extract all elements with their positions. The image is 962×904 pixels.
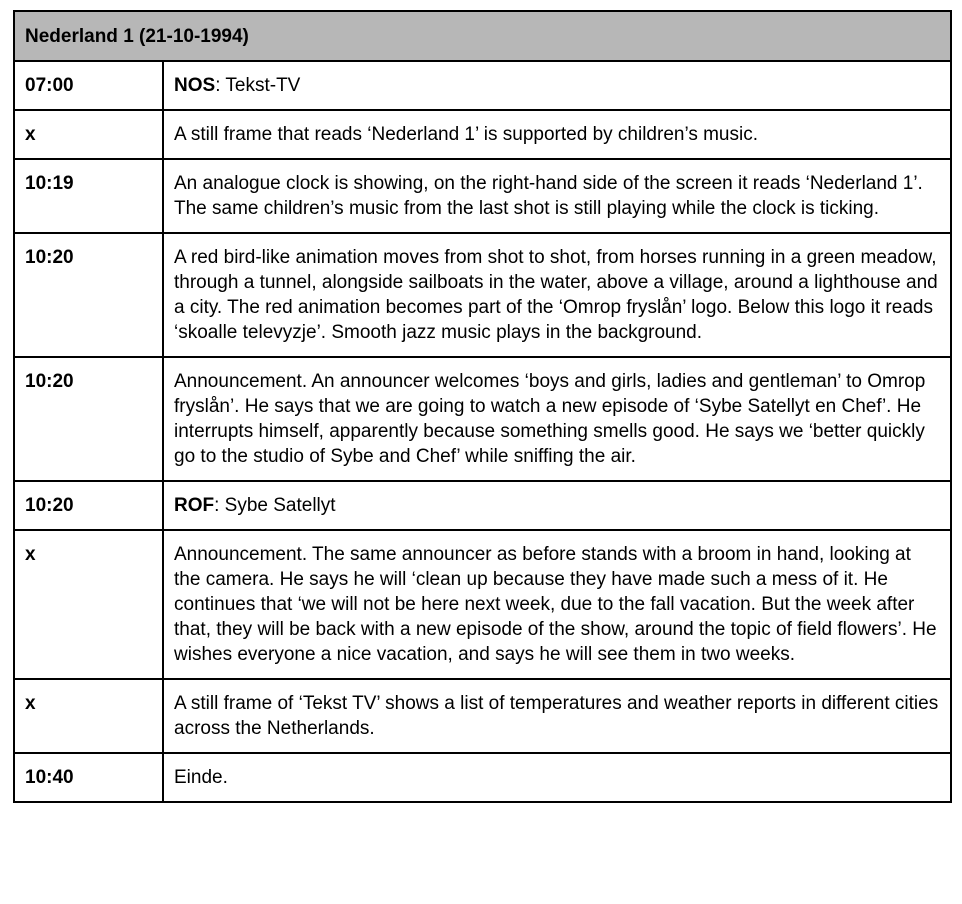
time-cell: x bbox=[14, 530, 163, 679]
table-title: Nederland 1 (21-10-1994) bbox=[14, 11, 951, 61]
description-cell bbox=[163, 481, 951, 530]
time-cell: 10:40 bbox=[14, 753, 163, 802]
table-row bbox=[14, 357, 951, 481]
description-text: : Sybe Satellyt bbox=[214, 495, 336, 516]
description-cell bbox=[163, 61, 951, 110]
time-cell: 07:00 bbox=[14, 61, 163, 110]
table-row bbox=[14, 481, 951, 530]
description-cell bbox=[163, 357, 951, 481]
table-row bbox=[14, 530, 951, 679]
time-cell: 10:19 bbox=[14, 159, 163, 233]
description-cell bbox=[163, 753, 951, 802]
description-text: A red bird-like animation moves from shot to shot, from horses running in a green meadow, through a tunnel, alongside sailboats in the water, above a village, around a lighthouse and a city. The red animation becomes part of the ‘Omrop fryslån’ logo. Below this logo it reads ‘skoalle televyzje’. Smooth jazz music plays in the background. bbox=[174, 247, 938, 343]
description-cell bbox=[163, 159, 951, 233]
description-cell bbox=[163, 530, 951, 679]
time-cell: 10:20 bbox=[14, 357, 163, 481]
table-row bbox=[14, 61, 951, 110]
schedule-table bbox=[13, 10, 952, 803]
description-cell bbox=[163, 679, 951, 753]
table-row bbox=[14, 233, 951, 357]
table-row bbox=[14, 679, 951, 753]
time-cell: 10:20 bbox=[14, 481, 163, 530]
description-cell bbox=[163, 110, 951, 159]
description-text: Announcement. The same announcer as before stands with a broom in hand, looking at the camera. He says he will ‘clean up because they have made such a mess of it. He continues that ‘we will not be here next week, due to the fall vacation. But the week after that, they will be back with a new episode of the show, around the topic of field flowers’. He wishes everyone a nice vacation, and says he will see them in two weeks. bbox=[174, 544, 937, 665]
time-cell: x bbox=[14, 110, 163, 159]
header-row bbox=[14, 11, 951, 61]
table-row bbox=[14, 159, 951, 233]
time-cell: 10:20 bbox=[14, 233, 163, 357]
time-cell: x bbox=[14, 679, 163, 753]
description-text: A still frame that reads ‘Nederland 1’ is supported by children’s music. bbox=[174, 124, 758, 145]
broadcaster-label: ROF bbox=[174, 495, 215, 516]
description-text: : Tekst-TV bbox=[215, 75, 301, 96]
broadcaster-label: NOS bbox=[174, 75, 216, 96]
description-text: Announcement. An announcer welcomes ‘boys and girls, ladies and gentleman’ to Omrop fryslån’. He says that we are going to watch a new episode of ‘Sybe Satellyt en Chef’. He interrupts himself, apparently because something smells good. He says we ‘better quickly go to the studio of Sybe and Chef’ while sniffing the air. bbox=[174, 371, 926, 467]
table-row bbox=[14, 753, 951, 802]
description-text: A still frame of ‘Tekst TV’ shows a list of temperatures and weather reports in different cities across the Netherlands. bbox=[174, 693, 939, 739]
description-text: An analogue clock is showing, on the right-hand side of the screen it reads ‘Nederland 1’. The same children’s music from the last shot is still playing while the clock is ticking. bbox=[174, 173, 923, 219]
table-row bbox=[14, 110, 951, 159]
description-cell bbox=[163, 233, 951, 357]
description-text: Einde. bbox=[174, 767, 228, 788]
